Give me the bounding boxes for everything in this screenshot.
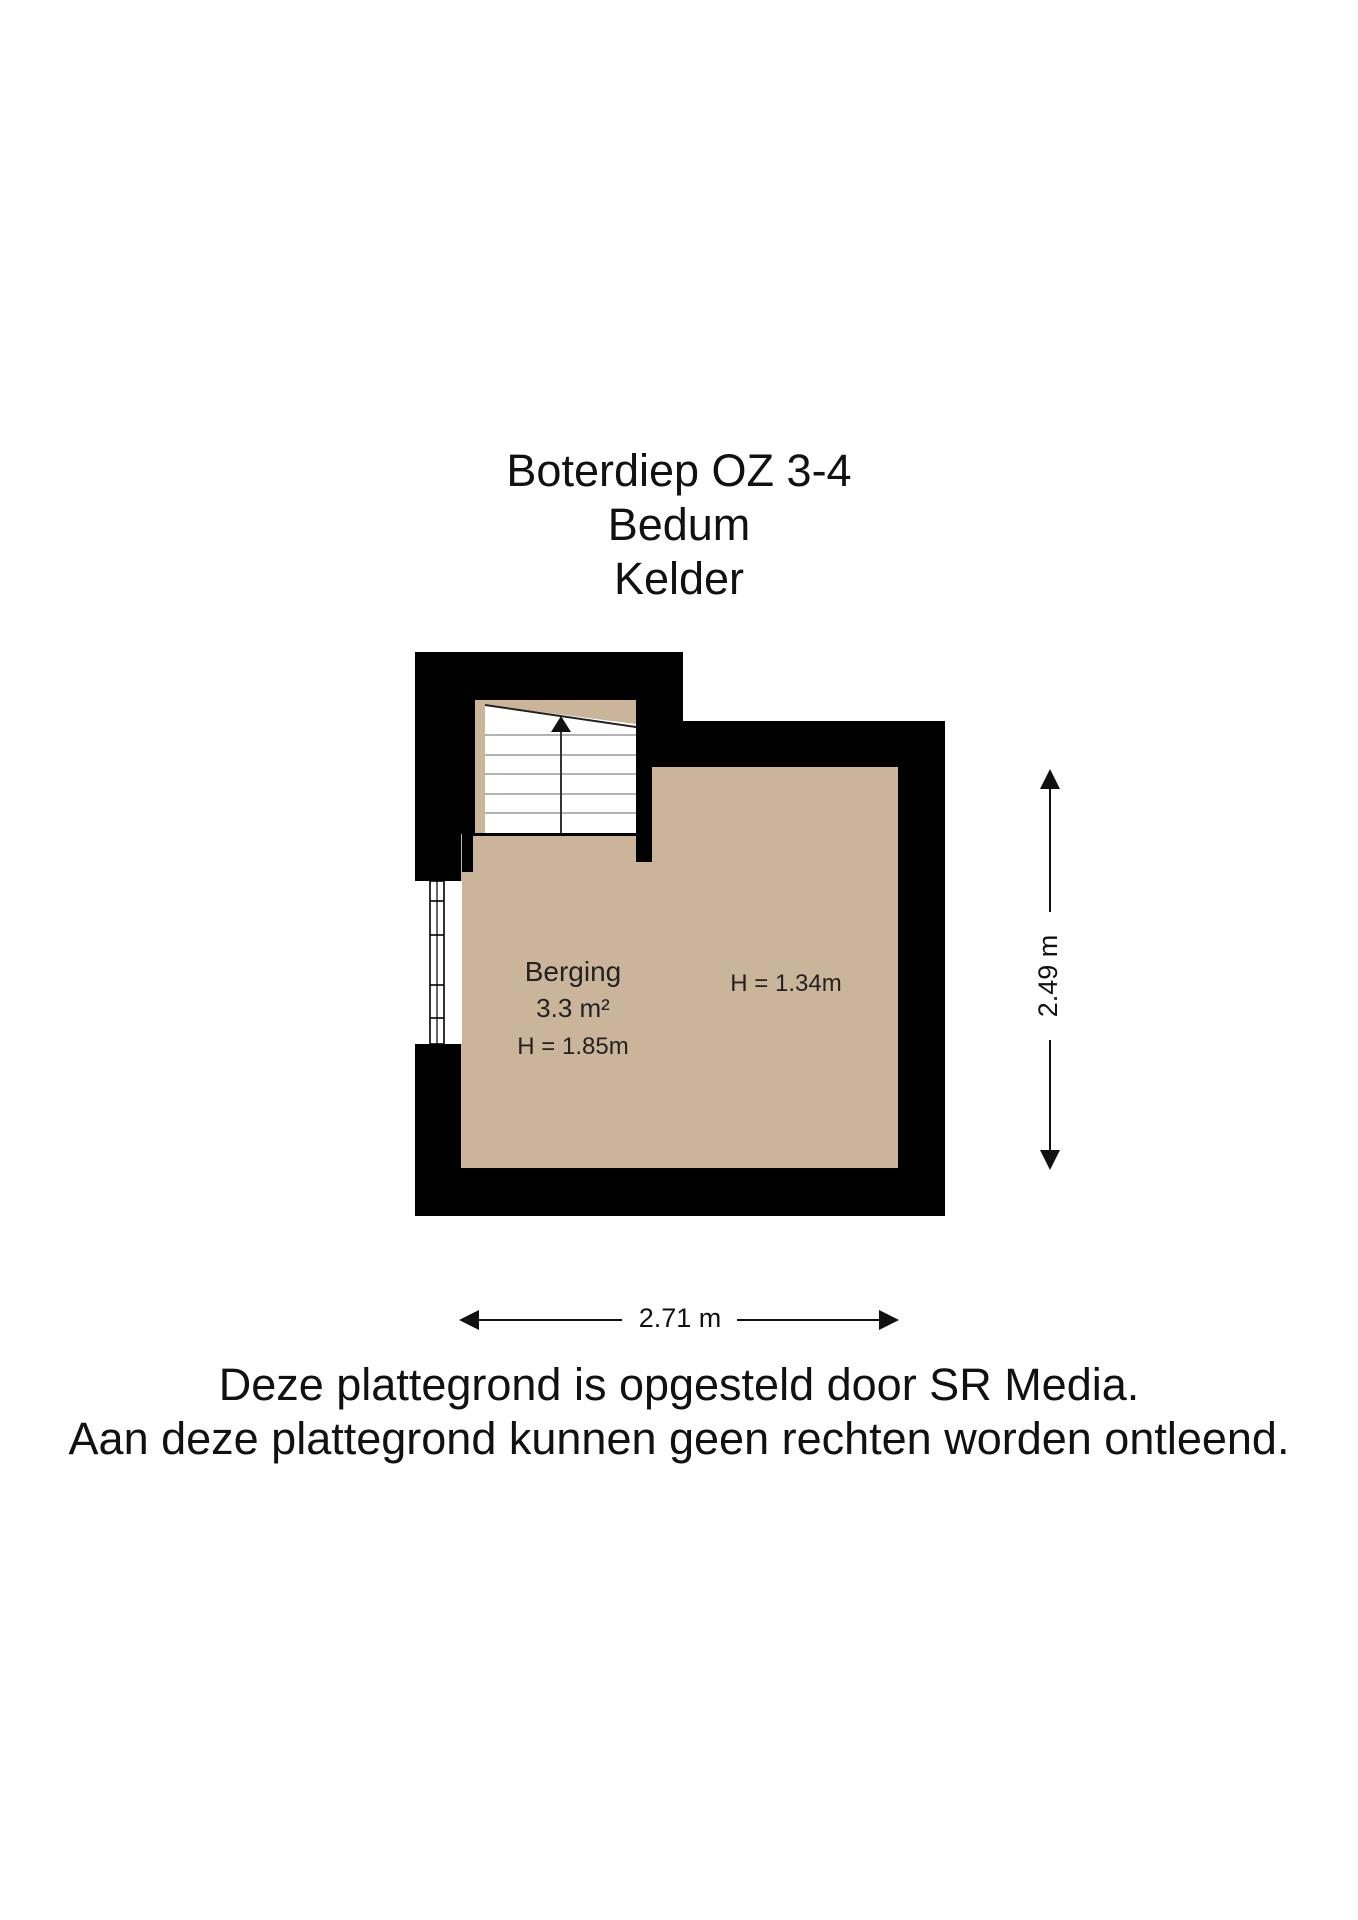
width-dimension bbox=[463, 1303, 895, 1333]
stair-inner-wall bbox=[462, 700, 473, 872]
city-title: Bedum bbox=[607, 499, 751, 550]
disclaimer-line-1: Deze plattegrond is opgesteld door SR Media. bbox=[218, 1359, 1140, 1410]
depth-dimension-label: 2.49 m bbox=[1033, 934, 1064, 1018]
stair-bottom-line bbox=[473, 833, 636, 836]
width-dimension-label: 2.71 m bbox=[638, 1303, 722, 1334]
depth-dimension bbox=[1033, 773, 1063, 1166]
address-title: Boterdiep OZ 3-4 bbox=[506, 445, 852, 496]
floor-title: Kelder bbox=[613, 553, 745, 604]
room-name: Berging bbox=[524, 956, 622, 987]
room-area: 3.3 m² bbox=[536, 993, 610, 1023]
secondary-height: H = 1.34m bbox=[730, 970, 842, 997]
disclaimer bbox=[0, 1358, 1358, 1466]
disclaimer-line-2: Aan deze plattegrond kunnen geen rechten worden ontleend. bbox=[68, 1413, 1290, 1464]
room-height: H = 1.85m bbox=[517, 1033, 629, 1060]
window bbox=[418, 881, 462, 1044]
